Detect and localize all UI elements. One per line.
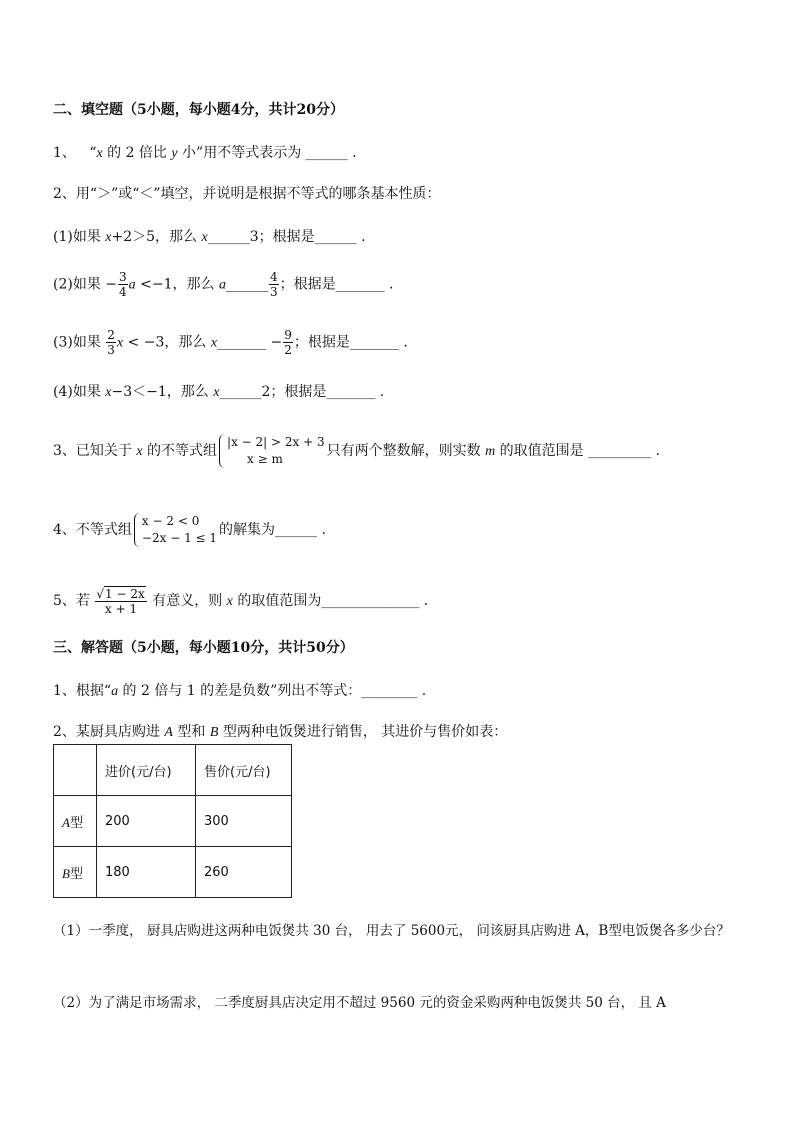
table-header-cell: 进价(元/台) xyxy=(97,745,196,796)
fraction: $\frac{4}{3}$ xyxy=(269,270,278,299)
s3-question-2-intro xyxy=(53,722,507,743)
question-text: (3)如果 xyxy=(53,334,106,351)
s3-question-2-part-2: （2）为了满足市场需求， 二季度厨具店决定用不超过 9560 元的资金采购两种电饭煲共 50 台， 且 A xyxy=(53,995,666,1011)
question-text: 的取值范围是 _________ . xyxy=(495,443,660,459)
question-text: 小”用不等式表示为 ______ . xyxy=(177,145,357,161)
variable: x xyxy=(213,385,220,400)
question-text: 的解集为______ . xyxy=(219,522,326,538)
fraction: $\frac{3}{4}$ xyxy=(119,270,127,299)
table-cell: 260 xyxy=(196,847,292,898)
question-text: 3、已知关于 xyxy=(53,443,137,459)
variable: x xyxy=(226,594,233,609)
inequality-system xyxy=(219,434,325,468)
section-title-fill-in: 二、填空题（5小题，每小题4分，共计20分） xyxy=(53,102,344,118)
variable: a xyxy=(218,277,226,293)
question-text: (2)如果 − xyxy=(53,276,118,293)
question-text: (1)如果 xyxy=(53,229,106,245)
question-4 xyxy=(53,513,326,547)
question-text: 2、某厨具店购进 xyxy=(53,724,165,740)
table-header-cell xyxy=(54,745,97,796)
s3-question-2-part-1: （1）一季度， 厨具店购进这两种电饭煲共 30 台， 用去了 5600元， 问该厨具店购进 A，B型电饭煲各多少台？ xyxy=(53,923,730,939)
question-text: 的取值范围为______________ . xyxy=(232,593,429,609)
brace-icon xyxy=(134,513,141,547)
variable: x xyxy=(96,146,103,161)
variable: x xyxy=(136,444,143,459)
question-text: 型两种电饭煲进行销售， 其进价与售价如表： xyxy=(218,724,508,740)
question-text: ______ xyxy=(225,276,268,293)
fraction: $\frac{2}{3}$ xyxy=(107,328,115,357)
question-3 xyxy=(53,434,660,468)
table-header-row xyxy=(54,745,292,796)
question-text: “ xyxy=(89,145,97,161)
sqrt-icon: √ xyxy=(96,587,105,601)
question-text: (4)如果 xyxy=(53,384,106,400)
variable: x xyxy=(105,230,112,245)
question-text: +2＞5，那么 xyxy=(111,229,202,245)
variable: m xyxy=(485,444,496,459)
variable: x xyxy=(210,335,218,351)
table-row xyxy=(54,847,292,898)
question-text: −3＜−1，那么 xyxy=(111,384,214,400)
table-cell: 300 xyxy=(196,796,292,847)
question-text: ______2；根据是_______ . xyxy=(219,384,385,400)
question-2-part-1 xyxy=(53,227,366,248)
section-title-answer: 三、解答题（5小题，每小题10分，共计50分） xyxy=(53,640,354,656)
variable: A xyxy=(164,725,173,740)
question-5 xyxy=(53,586,428,616)
table-row xyxy=(54,796,292,847)
variable: x xyxy=(105,385,112,400)
question-text: <−1，那么 xyxy=(135,276,219,293)
variable: y xyxy=(171,146,178,161)
system-row: x ≥ m xyxy=(247,452,283,466)
system-row: −2x − 1 ≤ 1 xyxy=(141,531,218,545)
inequality-system xyxy=(134,513,217,547)
question-text: ；根据是_______ . xyxy=(279,276,394,293)
brace-icon xyxy=(219,434,226,468)
fraction: $\frac{9}{2}$ xyxy=(284,328,292,357)
table-cell: 180 xyxy=(97,847,196,898)
price-table xyxy=(53,744,292,898)
variable: a xyxy=(128,277,136,293)
variable: x xyxy=(116,335,124,351)
question-2-intro: 2、用“＞”或“＜”填空，并说明是根据不等式的哪条基本性质： xyxy=(53,186,441,202)
question-text: 的不等式组 xyxy=(142,443,218,459)
question-number: 1、 xyxy=(53,145,76,161)
question-text: 4、不等式组 xyxy=(53,522,132,538)
variable: B xyxy=(209,725,219,740)
question-2-part-2 xyxy=(53,270,393,299)
question-text: 的 2 倍与 1 的差是负数”列出不等式：________ . xyxy=(118,683,427,699)
question-text: ；根据是_______ . xyxy=(293,334,408,351)
radicand: 1 − 2x xyxy=(105,587,145,601)
system-row: |x − 2| > 2x + 3 xyxy=(227,435,325,449)
question-2-part-3 xyxy=(53,328,408,357)
table-header-cell: 售价(元/台) xyxy=(196,745,292,796)
variable: x xyxy=(201,230,208,245)
table-cell: 200 xyxy=(97,796,196,847)
question-text: 型和 xyxy=(172,724,210,740)
question-2-part-4 xyxy=(53,382,384,403)
question-text: 只有两个整数解，则实数 xyxy=(326,443,486,459)
question-text: 的 2 倍比 xyxy=(102,145,172,161)
s3-question-1 xyxy=(53,681,426,702)
table-cell-label: B型 xyxy=(54,847,97,898)
question-text: < −3，那么 xyxy=(123,334,211,351)
variable: a xyxy=(111,684,119,699)
question-text: 有意义，则 xyxy=(147,593,227,609)
question-text: _______ − xyxy=(217,334,283,351)
system-row: x − 2 < 0 xyxy=(141,514,200,528)
table-cell-label: A型 xyxy=(54,796,97,847)
question-text: 5、若 xyxy=(53,593,95,609)
question-text: ______3；根据是______ . xyxy=(207,229,366,245)
question-text: 1、根据“ xyxy=(53,683,112,699)
question-1 xyxy=(53,143,357,164)
fraction: $\frac{√1 - 2x}{x + 1}$ xyxy=(96,587,145,616)
